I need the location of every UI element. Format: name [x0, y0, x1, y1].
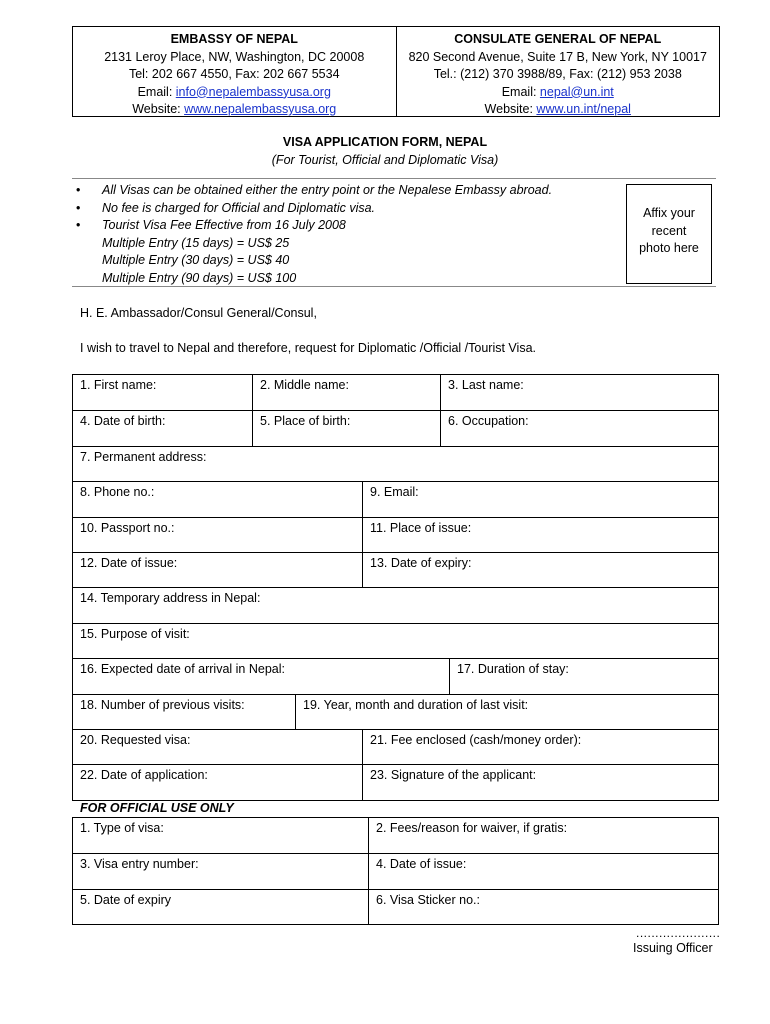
- photo-box-line: recent: [651, 223, 687, 238]
- visa-sticker-number-field[interactable]: 6. Visa Sticker no.:: [368, 890, 718, 924]
- bullet-icon: •: [76, 183, 81, 197]
- email-field[interactable]: 9. Email:: [362, 482, 718, 516]
- intro-statement: I wish to travel to Nepal and therefore, request for Diplomatic /Official /Tourist Visa.: [80, 341, 536, 355]
- note-item: [76, 182, 596, 200]
- consulate-website-line: [397, 101, 720, 119]
- official-date-of-issue-field[interactable]: 4. Date of issue:: [368, 854, 718, 888]
- form-row: [73, 729, 718, 764]
- consulate-phone-fax: Tel.: (212) 370 3988/89, Fax: (212) 953 2038: [433, 67, 682, 81]
- consulate-email-link[interactable]: nepal@un.int: [539, 84, 614, 99]
- form-row: [73, 623, 718, 658]
- official-date-of-expiry-field[interactable]: 5. Date of expiry: [80, 892, 172, 907]
- date-of-application-field[interactable]: 22. Date of application:: [80, 768, 208, 783]
- consulate-website-label: Website:: [484, 102, 537, 116]
- embassy-email-label: Email:: [137, 84, 176, 99]
- fee-enclosed-field[interactable]: 21. Fee enclosed (cash/money order):: [362, 730, 718, 764]
- fee-line: [76, 235, 596, 253]
- application-form-table: [72, 374, 719, 801]
- visa-notes: [76, 182, 596, 287]
- embassy-email-link[interactable]: info@nepalembassyusa.org: [175, 84, 331, 99]
- fee-text: Multiple Entry (30 days) = US$ 40: [102, 253, 290, 267]
- passport-number-field[interactable]: 10. Passport no.:: [80, 520, 175, 535]
- date-of-issue-field[interactable]: 12. Date of issue:: [80, 555, 178, 570]
- form-row: [73, 410, 718, 445]
- embassy-email-line: [73, 84, 396, 102]
- header-table: [72, 26, 720, 117]
- fee-waiver-field[interactable]: 2. Fees/reason for waiver, if gratis:: [368, 818, 718, 853]
- note-text: No fee is charged for Official and Diplomatic visa.: [102, 200, 376, 215]
- form-row: [73, 517, 718, 552]
- consulate-contact: [396, 27, 720, 116]
- photo-box[interactable]: [626, 184, 712, 284]
- form-subtitle: (For Tourist, Official and Diplomatic Visa): [271, 153, 499, 167]
- note-text: Tourist Visa Fee Effective from 16 July 2008: [102, 218, 346, 232]
- bullet-icon: •: [76, 218, 81, 232]
- form-row: [73, 764, 718, 799]
- form-row: [73, 481, 718, 516]
- note-item: [76, 200, 596, 218]
- form-row: [73, 446, 718, 481]
- form-row: [73, 694, 718, 729]
- fee-line: [76, 252, 596, 270]
- embassy-website-link[interactable]: www.nepalembassyusa.org: [184, 102, 337, 116]
- requested-visa-field[interactable]: 20. Requested visa:: [80, 732, 191, 747]
- type-of-visa-field[interactable]: 1. Type of visa:: [80, 821, 164, 835]
- embassy-title: EMBASSY OF NEPAL: [170, 32, 298, 46]
- consulate-email-label: Email:: [501, 84, 540, 99]
- photo-box-line: photo here: [639, 241, 699, 255]
- consulate-email-line: [397, 84, 720, 102]
- issuing-officer-label: Issuing Officer: [633, 941, 713, 955]
- previous-visits-field[interactable]: 18. Number of previous visits:: [80, 697, 245, 712]
- embassy-phone-fax: Tel: 202 667 4550, Fax: 202 667 5534: [128, 67, 340, 81]
- visa-entry-number-field[interactable]: 3. Visa entry number:: [80, 857, 199, 872]
- embassy-address: 2131 Leroy Place, NW, Washington, DC 20008: [104, 49, 365, 64]
- official-use-heading: FOR OFFICIAL USE ONLY: [80, 801, 234, 815]
- official-use-table: [72, 817, 719, 925]
- notes-divider: [72, 286, 716, 287]
- form-row: [73, 818, 718, 853]
- arrival-date-field[interactable]: 16. Expected date of arrival in Nepal:: [80, 662, 285, 677]
- permanent-address-field[interactable]: 7. Permanent address:: [80, 449, 207, 464]
- salutation: H. E. Ambassador/Consul General/Consul,: [80, 306, 317, 320]
- form-title: VISA APPLICATION FORM, NEPAL: [282, 135, 488, 149]
- phone-field[interactable]: 8. Phone no.:: [80, 485, 155, 500]
- date-of-birth-field[interactable]: 4. Date of birth:: [80, 414, 166, 429]
- bullet-icon: •: [76, 200, 81, 215]
- consulate-website-link[interactable]: www.un.int/nepal: [536, 102, 631, 116]
- date-of-expiry-field[interactable]: 13. Date of expiry:: [362, 553, 718, 587]
- form-row: [73, 375, 718, 410]
- form-row: [73, 889, 718, 924]
- embassy-contact: [73, 27, 396, 116]
- form-row: [73, 587, 718, 622]
- embassy-website-line: [73, 101, 396, 119]
- duration-of-stay-field[interactable]: 17. Duration of stay:: [449, 659, 718, 693]
- embassy-website-label: Website:: [132, 102, 185, 116]
- form-row: [73, 552, 718, 587]
- note-text: All Visas can be obtained either the entry point or the Nepalese Embassy abroad.: [102, 183, 553, 197]
- officer-signature-line[interactable]: ......................: [636, 926, 721, 940]
- purpose-of-visit-field[interactable]: 15. Purpose of visit:: [80, 626, 190, 641]
- last-name-field[interactable]: 3. Last name:: [440, 375, 718, 410]
- temporary-address-field[interactable]: 14. Temporary address in Nepal:: [80, 591, 261, 606]
- place-of-issue-field[interactable]: 11. Place of issue:: [362, 518, 718, 552]
- note-item: [76, 217, 596, 235]
- fee-line: [76, 270, 596, 288]
- form-row: [73, 658, 718, 693]
- consulate-title: CONSULATE GENERAL OF NEPAL: [454, 32, 662, 46]
- photo-box-line: Affix your: [643, 206, 695, 220]
- last-visit-field[interactable]: 19. Year, month and duration of last visit:: [295, 695, 718, 729]
- first-name-field[interactable]: 1. First name:: [80, 378, 157, 392]
- place-of-birth-field[interactable]: 5. Place of birth:: [252, 411, 440, 445]
- fee-text: Multiple Entry (15 days) = US$ 25: [102, 235, 290, 250]
- middle-name-field[interactable]: 2. Middle name:: [252, 375, 440, 410]
- fee-text: Multiple Entry (90 days) = US$ 100: [102, 270, 297, 285]
- consulate-address: 820 Second Avenue, Suite 17 B, New York, NY 10017: [408, 49, 707, 64]
- occupation-field[interactable]: 6. Occupation:: [440, 411, 718, 445]
- form-row: [73, 853, 718, 888]
- top-divider: [72, 178, 716, 179]
- applicant-signature-field[interactable]: 23. Signature of the applicant:: [362, 765, 718, 799]
